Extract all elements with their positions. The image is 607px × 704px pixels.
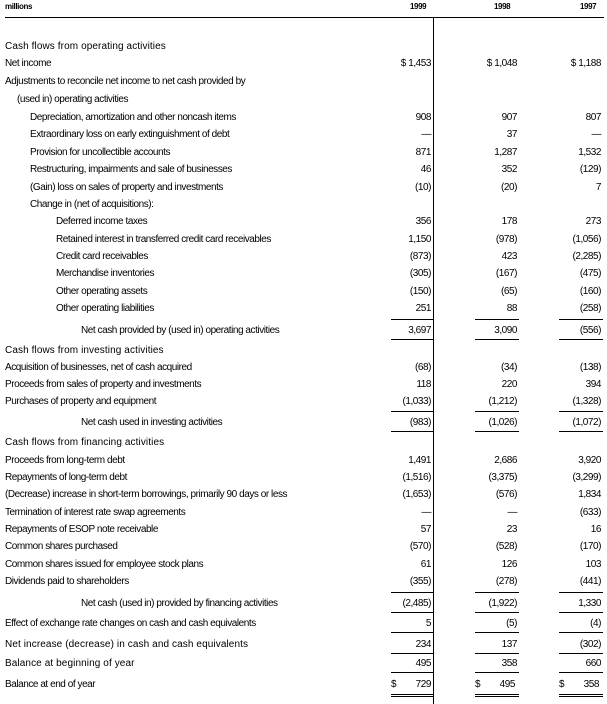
row-label: Extraordinary loss on early extinguishment of debt	[30, 129, 230, 140]
value-text: 495	[415, 658, 431, 669]
value-text: 16	[590, 524, 601, 535]
value-1999	[387, 251, 431, 262]
value-text: 1,287	[494, 147, 517, 158]
table-row	[0, 162, 607, 179]
row-label: Termination of interest rate swap agreements	[5, 507, 186, 518]
value-1997	[557, 541, 601, 552]
value-1999	[387, 576, 431, 587]
table-row	[0, 453, 607, 470]
value-text: (2,285)	[572, 251, 601, 262]
value-text: (305)	[409, 268, 431, 279]
value-1998	[473, 58, 517, 69]
value-text: 103	[585, 559, 601, 570]
row-label: Net income	[5, 58, 52, 69]
value-1997	[557, 112, 601, 123]
value-text: (302)	[579, 639, 601, 650]
value-1997	[557, 507, 601, 518]
header-rule	[5, 17, 604, 18]
value-text: (258)	[579, 303, 601, 314]
year-1998-header: 1998	[494, 2, 511, 11]
table-row	[0, 56, 607, 73]
value-text: (150)	[409, 286, 431, 297]
total-row	[0, 596, 607, 613]
value-1998	[473, 251, 517, 262]
value-text: —	[591, 129, 601, 140]
value-text: (978)	[495, 234, 517, 245]
value-text: 126	[501, 559, 517, 570]
value-1997	[557, 268, 601, 279]
value-text: 57	[420, 524, 431, 535]
table-row	[0, 557, 607, 574]
row-label: Balance at beginning of year	[5, 658, 135, 669]
value-text: (1,922)	[488, 598, 517, 609]
value-text: (1,516)	[402, 472, 431, 483]
table-row	[0, 145, 607, 162]
value-1998	[473, 234, 517, 245]
rule	[559, 592, 603, 593]
rule	[391, 612, 433, 613]
value-text: (34)	[501, 362, 517, 373]
value-text: (873)	[409, 251, 431, 262]
value-1998	[473, 112, 517, 123]
rule	[475, 632, 519, 633]
rule	[559, 612, 603, 613]
row-label: Dividends paid to shareholders	[5, 576, 129, 587]
value-1998	[473, 129, 517, 140]
value-1998	[473, 639, 517, 650]
value-text: 1,330	[578, 598, 601, 609]
value-1999	[387, 234, 431, 245]
value-text: 5	[425, 618, 431, 629]
table-row	[0, 637, 607, 654]
value-1998	[473, 472, 517, 483]
value-1999	[387, 147, 431, 158]
rule	[391, 319, 433, 320]
double-rule	[391, 694, 433, 697]
value-text: (4)	[590, 618, 601, 629]
value-1998	[473, 541, 517, 552]
value-1997	[557, 129, 601, 140]
value-1997	[557, 286, 601, 297]
value-1997	[557, 303, 601, 314]
value-1999	[387, 472, 431, 483]
value-text: (68)	[415, 362, 431, 373]
value-1998	[473, 576, 517, 587]
row-label: Depreciation, amortization and other noncash items	[30, 112, 236, 123]
value-text: (633)	[579, 507, 601, 518]
value-1999	[387, 268, 431, 279]
table-row	[0, 92, 607, 109]
row-label: Net cash used in investing activities	[81, 417, 223, 428]
currency-symbol: $	[559, 679, 565, 690]
value-text: 7	[595, 182, 601, 193]
value-text: (3,299)	[572, 472, 601, 483]
value-text: (1,072)	[572, 417, 601, 428]
value-1998	[473, 524, 517, 535]
value-1999	[387, 379, 431, 390]
value-1998	[473, 362, 517, 373]
value-text: 1,491	[408, 455, 431, 466]
value-text: 61	[420, 559, 431, 570]
value-1998	[473, 303, 517, 314]
value-1999	[387, 507, 431, 518]
row-label: Cash flows from investing activities	[5, 345, 164, 356]
value-text: 234	[415, 639, 431, 650]
row-label: Cash flows from operating activities	[5, 41, 166, 52]
row-label: Net cash provided by (used in) operating activities	[81, 325, 280, 336]
table-row	[0, 360, 607, 377]
value-text: $ 1,048	[486, 58, 517, 69]
value-text: (475)	[579, 268, 601, 279]
row-label: Proceeds from sales of property and investments	[5, 379, 202, 390]
value-1999	[387, 362, 431, 373]
value-text: 2,686	[494, 455, 517, 466]
table-row	[0, 266, 607, 283]
value-1997	[557, 182, 601, 193]
value-text: 1,834	[578, 489, 601, 500]
value-text: (170)	[579, 541, 601, 552]
row-label: Purchases of property and equipment	[5, 396, 157, 407]
row-label: Net cash (used in) provided by financing activities	[81, 598, 278, 609]
value-1998	[473, 507, 517, 518]
row-label: Common shares issued for employee stock plans	[5, 559, 204, 570]
row-label: Retained interest in transferred credit card receivables	[56, 234, 271, 245]
value-1997	[557, 147, 601, 158]
rule	[391, 653, 433, 654]
value-1997	[557, 58, 601, 69]
rule	[559, 411, 603, 412]
value-text: (65)	[501, 286, 517, 297]
rule	[559, 339, 603, 340]
value-text: 88	[506, 303, 517, 314]
rule	[391, 411, 433, 412]
rule	[391, 431, 433, 432]
table-row	[0, 284, 607, 301]
value-text: (528)	[495, 541, 517, 552]
units-label: millions	[5, 2, 33, 11]
value-text: 356	[415, 216, 431, 227]
value-text: 729	[415, 679, 431, 690]
value-1999	[387, 164, 431, 175]
value-text: 178	[501, 216, 517, 227]
value-1999	[387, 396, 431, 407]
value-text: (1,212)	[488, 396, 517, 407]
value-1997	[557, 559, 601, 570]
value-text: (556)	[579, 325, 601, 336]
value-1998	[473, 559, 517, 570]
value-1998	[473, 396, 517, 407]
value-text: 358	[583, 679, 599, 690]
table-row	[0, 214, 607, 231]
value-text: 807	[585, 112, 601, 123]
table-row	[0, 127, 607, 144]
value-1997	[557, 472, 601, 483]
row-label: Net increase (decrease) in cash and cash equivalents	[5, 639, 249, 650]
value-text: —	[421, 129, 431, 140]
total-row	[0, 415, 607, 432]
value-text: $ 1,188	[570, 58, 601, 69]
value-1999	[387, 112, 431, 123]
value-text: (1,328)	[572, 396, 601, 407]
rule	[559, 431, 603, 432]
table-row	[0, 656, 607, 673]
section-header	[0, 39, 607, 56]
value-text: 495	[499, 679, 515, 690]
value-text: 394	[585, 379, 601, 390]
value-1997	[557, 618, 601, 629]
value-1999	[387, 598, 431, 609]
currency-symbol: $	[391, 679, 397, 690]
table-row	[0, 574, 607, 591]
table-row	[0, 197, 607, 214]
value-text: 660	[585, 658, 601, 669]
value-text: 46	[420, 164, 431, 175]
value-text: (576)	[495, 489, 517, 500]
rule	[391, 632, 433, 633]
value-1997	[557, 379, 601, 390]
value-text: (1,033)	[402, 396, 431, 407]
value-text: (1,653)	[402, 489, 431, 500]
rule	[475, 411, 519, 412]
value-text: (278)	[495, 576, 517, 587]
double-rule	[559, 694, 603, 697]
value-1999	[391, 679, 431, 690]
value-1998	[473, 286, 517, 297]
value-1997	[557, 455, 601, 466]
rule	[559, 653, 603, 654]
rule	[475, 339, 519, 340]
value-1997	[557, 362, 601, 373]
value-1997	[557, 396, 601, 407]
value-text: —	[421, 507, 431, 518]
value-text: (1,026)	[488, 417, 517, 428]
value-text: 871	[415, 147, 431, 158]
value-text: 358	[501, 658, 517, 669]
value-1999	[387, 303, 431, 314]
value-1999	[387, 455, 431, 466]
currency-symbol: $	[475, 679, 481, 690]
rule	[391, 672, 433, 673]
value-1998	[473, 455, 517, 466]
value-1997	[557, 234, 601, 245]
table-row	[0, 470, 607, 487]
value-text: 118	[416, 379, 431, 390]
value-1999	[387, 216, 431, 227]
value-1997	[557, 417, 601, 428]
value-text: 423	[501, 251, 517, 262]
value-1998	[473, 379, 517, 390]
value-text: (167)	[495, 268, 517, 279]
rule	[559, 672, 603, 673]
rule	[475, 592, 519, 593]
value-1999	[387, 618, 431, 629]
value-text: (983)	[409, 417, 431, 428]
table-row	[0, 110, 607, 127]
value-text: (138)	[579, 362, 601, 373]
value-text: 251	[415, 303, 431, 314]
table-row	[0, 487, 607, 504]
row-label: Other operating assets	[56, 286, 148, 297]
value-1997	[557, 524, 601, 535]
rule	[475, 672, 519, 673]
value-text: (441)	[579, 576, 601, 587]
row-label: Credit card receivables	[56, 251, 148, 262]
table-row	[0, 539, 607, 556]
value-1999	[387, 182, 431, 193]
row-label: (Decrease) increase in short-term borrowings, primarily 90 days or less	[5, 489, 288, 500]
rule	[475, 319, 519, 320]
value-text: (2,485)	[402, 598, 431, 609]
row-label: Change in (net of acquisitions):	[30, 199, 154, 210]
row-label: Effect of exchange rate changes on cash and cash equivalents	[5, 618, 256, 629]
table-row	[0, 677, 607, 694]
table-row	[0, 394, 607, 411]
value-text: 352	[501, 164, 517, 175]
table-row	[0, 616, 607, 633]
value-text: (129)	[579, 164, 601, 175]
value-text: 1,532	[578, 147, 601, 158]
row-label: Restructuring, impairments and sale of businesses	[30, 164, 232, 175]
value-1998	[473, 417, 517, 428]
value-text: (160)	[579, 286, 601, 297]
value-text: $ 1,453	[400, 58, 431, 69]
rule	[475, 612, 519, 613]
section-header	[0, 343, 607, 360]
row-label: Deferred income taxes	[56, 216, 148, 227]
row-label: Balance at end of year	[5, 679, 96, 690]
value-text: 908	[415, 112, 431, 123]
year-1999-header: 1999	[410, 2, 427, 11]
value-text: 273	[585, 216, 601, 227]
value-text: 3,697	[408, 325, 431, 336]
value-text: (1,056)	[572, 234, 601, 245]
rule	[475, 431, 519, 432]
value-text: 37	[506, 129, 517, 140]
value-1998	[473, 658, 517, 669]
value-1997	[557, 216, 601, 227]
value-1998	[473, 489, 517, 500]
value-text: 1,150	[408, 234, 431, 245]
value-1999	[387, 417, 431, 428]
table-row	[0, 180, 607, 197]
row-label: Cash flows from financing activities	[5, 437, 165, 448]
row-label: Acquisition of businesses, net of cash acquired	[5, 362, 192, 373]
table-row	[0, 249, 607, 266]
value-text: (10)	[415, 182, 431, 193]
value-1997	[557, 576, 601, 587]
value-text: (5)	[506, 618, 517, 629]
table-row	[0, 232, 607, 249]
value-1998	[473, 216, 517, 227]
value-text: (3,375)	[488, 472, 517, 483]
row-label: Proceeds from long-term debt	[5, 455, 125, 466]
value-1999	[387, 639, 431, 650]
row-label: Adjustments to reconcile net income to net cash provided by	[5, 76, 246, 87]
value-text: —	[507, 507, 517, 518]
row-label: Provision for uncollectible accounts	[30, 147, 170, 158]
table-row	[0, 74, 607, 91]
value-text: 907	[501, 112, 517, 123]
value-1998	[473, 182, 517, 193]
value-1999	[387, 129, 431, 140]
rule	[559, 632, 603, 633]
row-label: (used in) operating activities	[17, 94, 129, 105]
year-1997-header: 1997	[580, 2, 597, 11]
value-text: 3,090	[494, 325, 517, 336]
rule	[391, 592, 433, 593]
value-1999	[387, 58, 431, 69]
value-1997	[557, 639, 601, 650]
value-1997	[557, 598, 601, 609]
section-header	[0, 435, 607, 452]
total-row	[0, 323, 607, 340]
value-1997	[557, 658, 601, 669]
rule	[475, 653, 519, 654]
value-1999	[387, 559, 431, 570]
value-text: 23	[506, 524, 517, 535]
value-1998	[475, 679, 515, 690]
value-1997	[557, 489, 601, 500]
row-label: Repayments of ESOP note receivable	[5, 524, 158, 535]
value-1998	[473, 164, 517, 175]
value-1997	[557, 251, 601, 262]
table-row	[0, 301, 607, 318]
value-1998	[473, 618, 517, 629]
table-row	[0, 505, 607, 522]
value-text: (570)	[409, 541, 431, 552]
value-1999	[387, 489, 431, 500]
value-1998	[473, 268, 517, 279]
rule	[391, 339, 433, 340]
row-label: Repayments of long-term debt	[5, 472, 127, 483]
value-text: (20)	[501, 182, 517, 193]
value-text: 220	[501, 379, 517, 390]
table-row	[0, 377, 607, 394]
rule	[559, 319, 603, 320]
table-row	[0, 522, 607, 539]
value-text: (355)	[409, 576, 431, 587]
value-1998	[473, 147, 517, 158]
double-rule	[475, 694, 519, 697]
value-1997	[557, 325, 601, 336]
value-text: 3,920	[578, 455, 601, 466]
row-label: Common shares purchased	[5, 541, 118, 552]
value-1998	[473, 598, 517, 609]
value-1999	[387, 325, 431, 336]
value-1997	[557, 164, 601, 175]
value-1999	[387, 541, 431, 552]
value-text: 137	[501, 639, 517, 650]
value-1999	[387, 524, 431, 535]
value-1997	[559, 679, 599, 690]
row-label: (Gain) loss on sales of property and investments	[30, 182, 223, 193]
value-1999	[387, 286, 431, 297]
row-label: Merchandise inventories	[56, 268, 155, 279]
row-label: Other operating liabilities	[56, 303, 154, 314]
value-1999	[387, 658, 431, 669]
value-1998	[473, 325, 517, 336]
